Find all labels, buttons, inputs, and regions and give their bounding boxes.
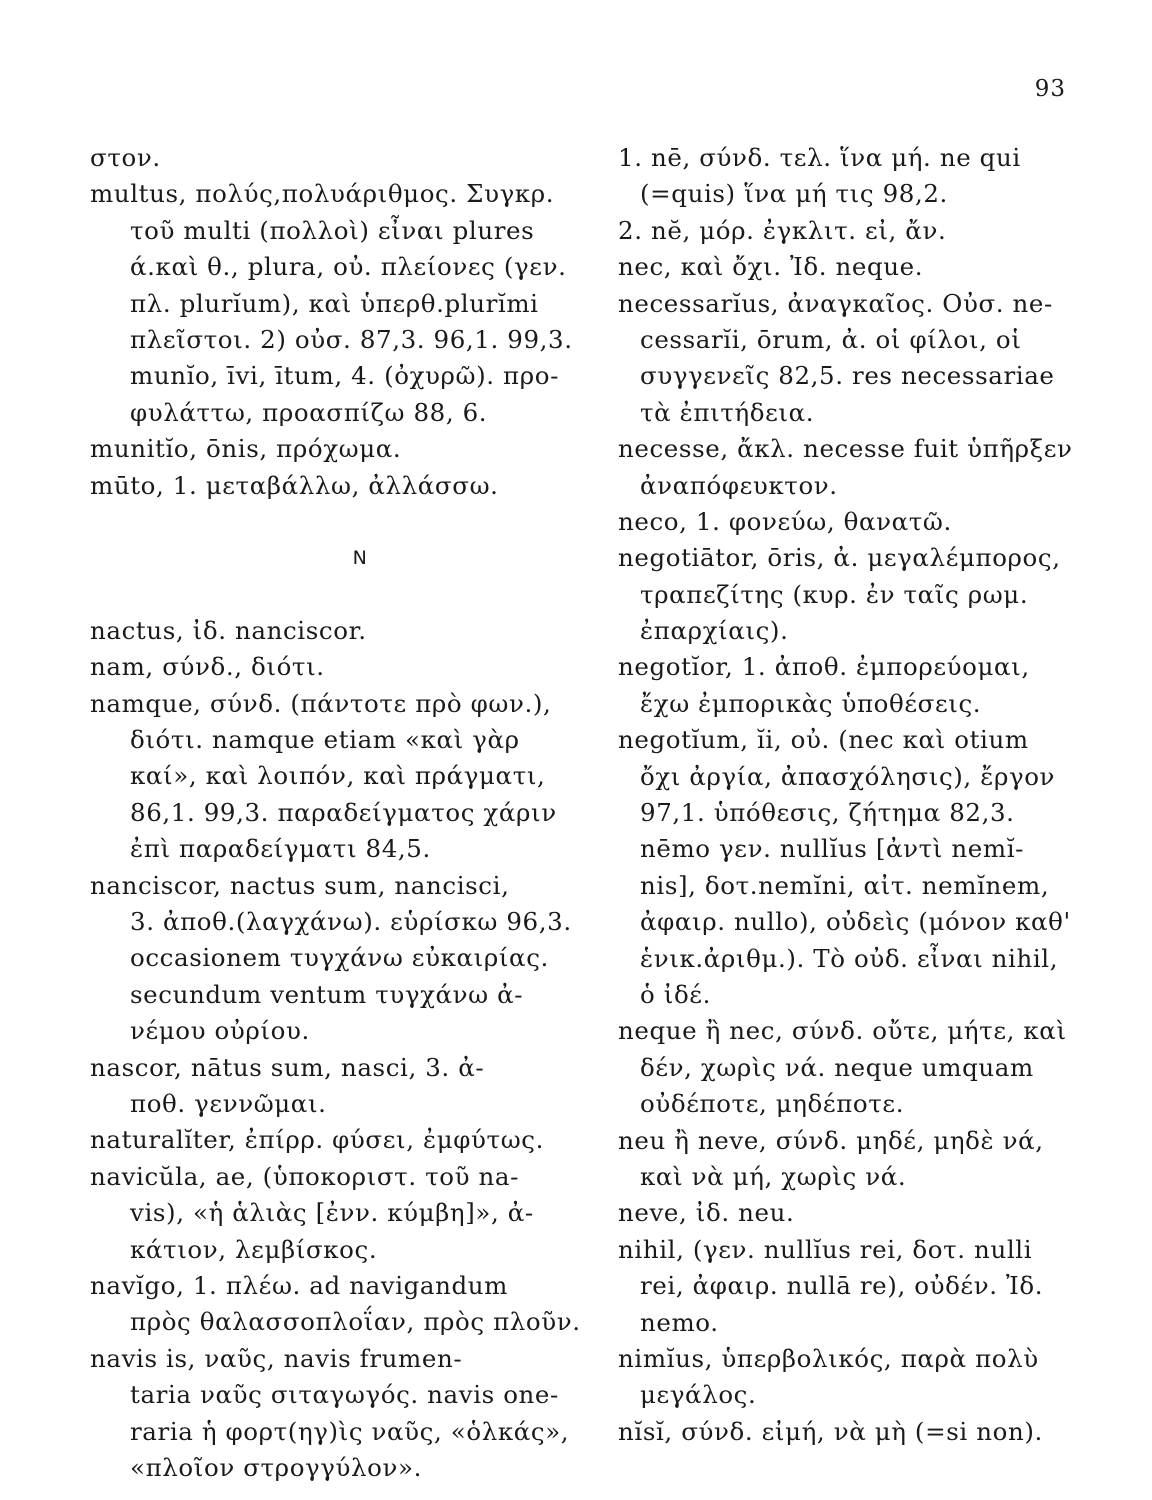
dictionary-entry (618, 1232, 1078, 1341)
dictionary-entry (90, 1341, 590, 1487)
entry-line: occasionem τυγχάνω εὐκαιρίας. (130, 943, 549, 973)
entry-line: necesse, ἄκλ. necesse fuit ὑπῆρξεν (618, 434, 1073, 464)
entry-line: στον. (90, 143, 161, 172)
entry-line: navicŭla, ae, (ὑποκοριστ. τοῦ na- (90, 1161, 519, 1191)
dictionary-entry (90, 431, 590, 467)
entry-line: nimĭus, ὑπερβολικός, παρὰ πολὺ (618, 1343, 1039, 1373)
entry-line: navis is, ναῦς, navis frumen- (90, 1343, 463, 1373)
dictionary-entry (618, 831, 1078, 1013)
dictionary-entry (90, 686, 590, 868)
entry-line: ἐπαρχίαις). (640, 616, 789, 646)
entry-line: namque, σύνδ. (πάντοτε πρὸ φων.), (90, 688, 552, 718)
entry-line: raria ἡ φορτ(ηγ)ὶς ναῦς, «ὁλκάς», (130, 1416, 570, 1446)
entry-line: μεγάλος. (640, 1380, 757, 1410)
entry-line: ἑνικ.ἀριθμ.). Τὸ οὐδ. εἶναι nihil, (640, 943, 1059, 973)
entry-line: ποθ. γεννῶμαι. (130, 1088, 327, 1118)
entry-line: τὰ ἐπιτήδεια. (640, 397, 815, 427)
entry-line: neque ἢ nec, σύνδ. οὔτε, μήτε, καὶ (618, 1016, 1067, 1046)
entry-line: necessarĭus, ἀναγκαῖος. Οὐσ. ne- (618, 288, 1053, 318)
entry-line: neu ἢ neve, σύνδ. μηδέ, μηδὲ νά, (618, 1125, 1044, 1155)
dictionary-entry (90, 1122, 590, 1158)
entry-line: συγγενεῖς 82,5. res necessariae (640, 361, 1055, 391)
entry-line: τοῦ multi (πολλοὶ) εἶναι plures (130, 215, 535, 245)
entry-line: munitĭo, ōnis, πρόχωμα. (90, 434, 402, 464)
entry-line: διότι. namque etiam «καὶ γὰρ (130, 725, 520, 755)
entry-line: καὶ νὰ μή, χωρὶς νά. (640, 1161, 907, 1191)
dictionary-entry (618, 1341, 1078, 1414)
entry-line: multus, πολύς,πολυάριθμος. Συγκρ. (90, 179, 555, 209)
entry-line: πλ. plurĭum), καὶ ὑπερθ.plurĭmi (130, 288, 539, 318)
dictionary-entry (618, 286, 1078, 432)
entry-line: 2. nĕ, μόρ. ἐγκλιτ. εἰ, ἄν. (618, 215, 947, 245)
entry-line: secundum ventum τυγχάνω ἀ- (130, 979, 524, 1009)
dictionary-entry (618, 1414, 1078, 1450)
entry-line: nec, καὶ ὄχι. Ἰδ. neque. (618, 252, 924, 282)
dictionary-entry (618, 140, 1078, 213)
entry-line: mūto, 1. μεταβάλλω, ἀλλάσσω. (90, 470, 499, 500)
right-column (618, 140, 1078, 1450)
entry-line: nemo. (640, 1307, 719, 1337)
dictionary-entry (618, 431, 1078, 504)
dictionary-entry (90, 1050, 590, 1123)
dictionary-entry (90, 140, 590, 176)
entry-line: ἐπὶ παραδείγματι 84,5. (130, 834, 431, 864)
entry-line: (=quis) ἵνα μή τις 98,2. (640, 179, 948, 209)
dictionary-entry (90, 176, 590, 431)
dictionary-entry (618, 249, 1078, 285)
section-letter: N (352, 546, 368, 569)
entry-line: nihil, (γεν. nullĭus rei, δοτ. nulli (618, 1234, 1033, 1264)
entry-line: neco, 1. φονεύω, θανατῶ. (618, 506, 952, 536)
dictionary-entry (90, 649, 590, 685)
left-column (90, 140, 590, 1486)
entry-line: cessarĭi, ōrum, ἀ. οἱ φίλοι, οἱ (640, 324, 1022, 354)
entry-line: nanciscor, nactus sum, nancisci, (90, 870, 510, 900)
entry-line: πρὸς θαλασσοπλοΐαν, πρὸς πλοῦν. (130, 1307, 581, 1337)
entry-line: nascor, nātus sum, nasci, 3. ἀ- (90, 1052, 485, 1082)
dictionary-entry (618, 213, 1078, 249)
entry-line: nis], δοτ.nemĭni, αἰτ. nemĭnem, (640, 870, 1050, 900)
page-number: 93 (1034, 76, 1066, 102)
entry-line: nactus, ἰδ. nanciscor. (90, 615, 367, 645)
entry-line: κάτιον, λεμβίσκος. (130, 1234, 378, 1264)
entry-line: nam, σύνδ., διότι. (90, 652, 325, 682)
entry-line: ἀφαιρ. nullo), οὐδεὶς (μόνον καθ' (640, 907, 1071, 937)
entry-line: rei, ἀφαιρ. nullā re), οὐδέν. Ἰδ. (640, 1271, 1044, 1301)
entry-line: navĭgo, 1. πλέω. ad navigandum (90, 1270, 509, 1300)
dictionary-entry (90, 1268, 590, 1341)
entry-line: «πλοῖον στρογγύλον». (130, 1452, 422, 1482)
entry-line: ά.καὶ θ., plura, οὐ. πλείονες (γεν. (130, 252, 567, 282)
entry-line: πλεῖστοι. 2) οὐσ. 87,3. 96,1. 99,3. (130, 324, 573, 354)
entry-line: 86,1. 99,3. παραδείγματος χάριν (130, 797, 557, 827)
entry-line: negotĭum, ĭi, οὐ. (nec καὶ otium (618, 725, 1029, 755)
entry-line: vis), «ἡ ἁλιὰς [ἐνν. κύμβη]», ἀ- (130, 1198, 534, 1228)
entry-line: ἀναπόφευκτον. (640, 470, 838, 500)
dictionary-entry (618, 1013, 1078, 1122)
dictionary-entry (90, 613, 590, 649)
dictionary-entry (618, 1195, 1078, 1231)
entry-line: φυλάττω, προασπίζω 88, 6. (130, 397, 488, 427)
dictionary-entry (618, 504, 1078, 540)
entry-line: nēmo γεν. nullĭus [ἀντὶ nemĭ- (640, 834, 1025, 864)
dictionary-entry (90, 868, 590, 1050)
entry-line: δέν, χωρὶς νά. neque umquam (640, 1052, 1034, 1082)
dictionary-entry (618, 1123, 1078, 1196)
dictionary-entry (618, 649, 1078, 722)
entry-line: nĭsĭ, σύνδ. εἰμή, νὰ μὴ (=si non). (618, 1416, 1043, 1446)
entry-line: οὐδέποτε, μηδέποτε. (640, 1089, 905, 1119)
entry-line: neve, ἰδ. neu. (618, 1198, 795, 1228)
entry-line: 97,1. ὑπόθεσις, ζήτημα 82,3. (640, 798, 1015, 828)
dictionary-entry (618, 722, 1078, 831)
dictionary-entry (90, 1159, 590, 1268)
entry-line: taria ναῦς σιταγωγός. navis one- (130, 1380, 559, 1410)
entry-line: ὁ ἰδέ. (640, 979, 711, 1009)
dictionary-entry (618, 540, 1078, 649)
entry-line: ἔχω ἐμπορικὰς ὑποθέσεις. (640, 688, 982, 718)
entry-line: ὄχι ἀργία, ἀπασχόλησις), ἔργον (640, 761, 1056, 791)
entry-line: negotĭor, 1. ἀποθ. ἐμπορεύομαι, (618, 652, 1030, 682)
entry-line: τραπεζίτης (κυρ. ἐν ταῖς ρωμ. (640, 579, 1029, 609)
entry-line: naturalĭter, ἐπίρρ. φύσει, ἐμφύτως. (90, 1125, 544, 1155)
entry-line: negotiātor, ōris, ἀ. μεγαλέμπορος, (618, 543, 1061, 573)
entry-line: 3. ἀποθ.(λαγχάνω). εὑρίσκω 96,3. (130, 907, 572, 937)
entry-line: munĭo, īvi, ītum, 4. (ὀχυρῶ). προ- (130, 361, 559, 391)
dictionary-entry (90, 468, 590, 504)
entry-line: 1. nē, σύνδ. τελ. ἵνα μή. ne qui (618, 143, 1021, 172)
entry-line: νέμου οὐρίου. (130, 1016, 310, 1046)
entry-line: καί», καὶ λοιπόν, καὶ πράγματι, (130, 761, 546, 791)
